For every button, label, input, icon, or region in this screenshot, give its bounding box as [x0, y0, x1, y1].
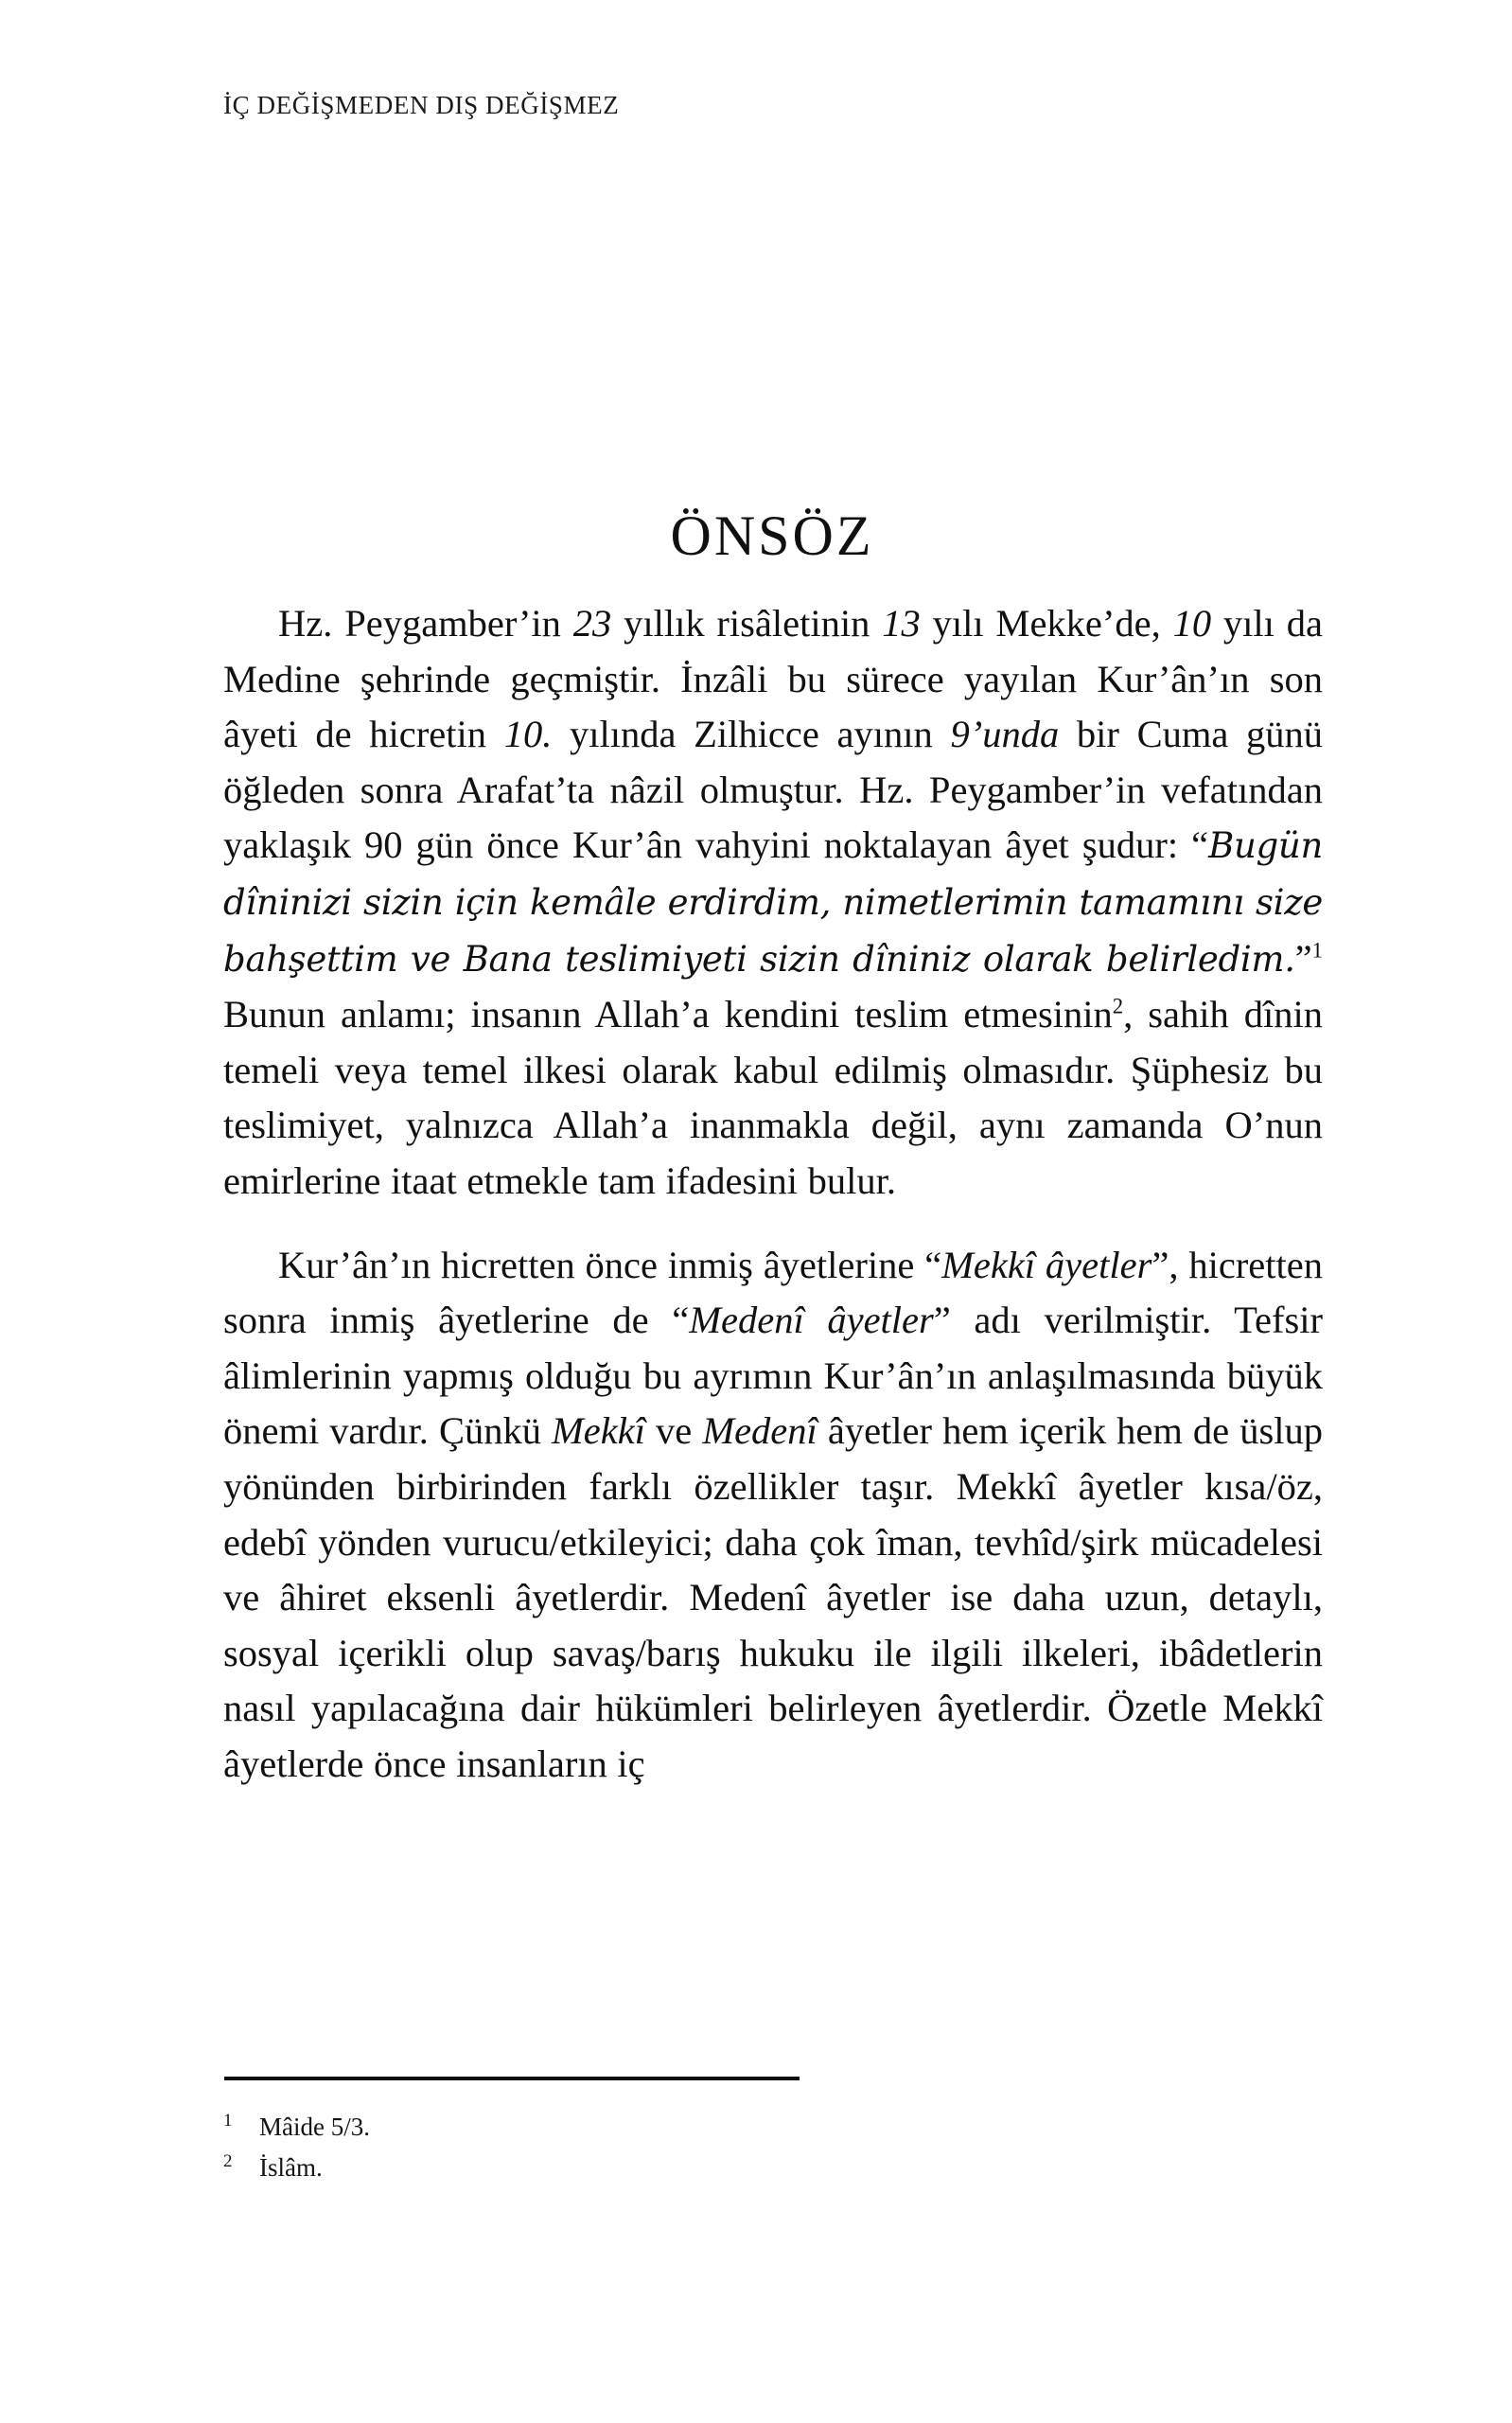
- p2-seg-1: Kur’ân’ın hicretten önce inmiş âyetlerine “: [278, 1243, 942, 1286]
- term-mekki: Mekkî: [552, 1409, 645, 1453]
- p1-seg-4: yılı da Medine şehrinde geçmiştir. İnzâli bu sürece yayılan Kur’ân’ın son âyeti de hicretin: [223, 602, 1323, 756]
- footnote-area: [223, 2107, 1075, 2188]
- page-title: ÖNSÖZ: [670, 504, 874, 568]
- p1-num-23: 23: [572, 602, 612, 645]
- footnote-text: İslâm.: [259, 2153, 323, 2182]
- quran-quotation: Bugün dîninizi sizin için kemâle erdirdim, nimetlerimin tamamını size bahşettim ve Bana teslimiyeti sizin dîniniz olarak belirledim.: [223, 825, 1323, 980]
- running-header: İÇ DEĞİŞMEDEN DIŞ DEĞİŞMEZ: [223, 91, 620, 119]
- p1-num-13: 13: [882, 602, 921, 645]
- p1-seg-2: yıllık risâletinin: [611, 602, 883, 645]
- p2-seg-3: ” adı verilmiştir. Tefsir âlimlerinin yapmış olduğu bu ayrımın Kur’ân’ın anlaşılmasında büyük önemi vardır. Çünkü: [223, 1299, 1323, 1453]
- term-mekki-ayetler: Mekkî âyetler: [941, 1243, 1152, 1286]
- paragraph-2: [223, 1238, 1323, 1793]
- footnote-text: Mâide 5/3.: [259, 2113, 370, 2141]
- footnote-separator-rule: [224, 2077, 800, 2080]
- body-text: [223, 596, 1323, 1792]
- term-medeni: Medenî: [702, 1409, 818, 1453]
- footnote-marker-2[interactable]: 2: [1112, 994, 1124, 1018]
- p1-seg-5: yılında Zilhicce ayının: [552, 713, 951, 756]
- footnote-item: 2 İslâm.: [223, 2151, 323, 2182]
- p1-seg-7: Bunun anlamı; insanın Allah’a kendini teslim etmesinin: [223, 993, 1113, 1036]
- p2-seg-2: ”, hicretten sonra inmiş âyetlerine de “: [223, 1243, 1323, 1342]
- p1-num-10a: 10: [1172, 602, 1212, 645]
- footnote-marker-1[interactable]: 1: [1311, 938, 1323, 963]
- p1-seg-1: Hz. Peygamber’in: [278, 602, 573, 645]
- p1-seg-8: , sahih dînin temeli veya temel ilkesi olarak kabul edilmiş olmasıdır. Şüphesiz bu teslimiyet, yalnızca Allah’a inanmakla değil, aynı zamanda O’nun emirlerine itaat etmekle tam ifadesini bulur.: [223, 993, 1324, 1202]
- p1-seg-6: bir Cuma günü öğleden sonra Arafat’ta nâzil olmuştur. Hz. Peygamber’in vefatından yaklaşık 90 gün önce Kur’ân vahyini noktalayan âyet şudur: “: [223, 713, 1323, 867]
- p1-num-9: 9’unda: [950, 713, 1060, 756]
- p1-num-10b: 10.: [503, 713, 553, 756]
- p1-seg-3: yılı Mekke’de,: [920, 602, 1173, 645]
- p2-seg-5: âyetler hem içerik hem de üslup yönünden birbirinden farklı özellikler taşır. Mekkî âyetler kısa/öz, edebî yönden vurucu/etkileyici; daha çok îman, tevhîd/şirk mücadelesi ve âhiret eksenli âyetlerdir. Medenî âyetler ise daha uzun, detaylı, sosyal içerikli olup savaş/barış hukuku ile ilgili ilkeleri, ibâdetlerin nasıl yapılacağına dair hükümleri belirleyen âyetlerdir. Özetle Mekkî âyetlerde önce insanların iç: [223, 1409, 1323, 1785]
- term-medeni-ayetler: Medenî âyetler: [689, 1299, 934, 1342]
- footnote-item: 1 Mâide 5/3.: [223, 2111, 370, 2141]
- paragraph-1: [223, 596, 1323, 1210]
- p2-seg-4: ve: [644, 1409, 703, 1453]
- p1-close-quote: ”: [1294, 936, 1312, 980]
